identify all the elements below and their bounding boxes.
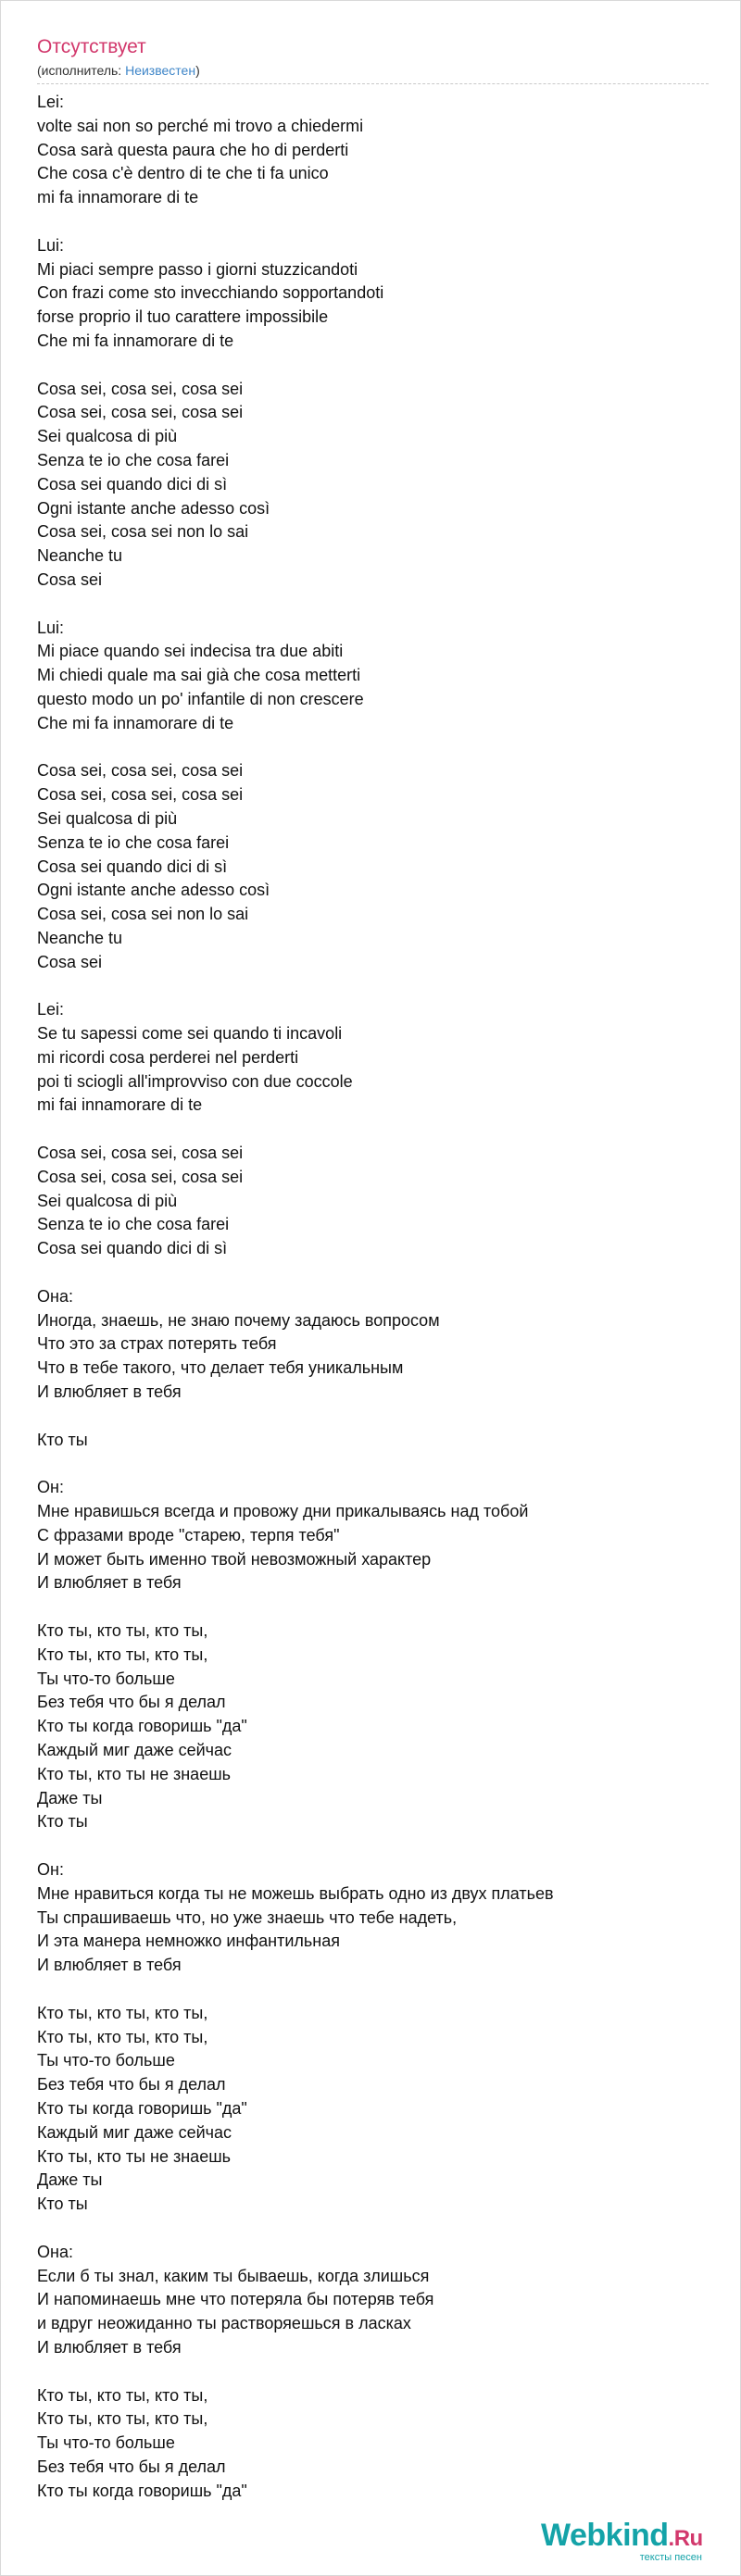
lyric-line: Она: (37, 2242, 73, 2261)
lyric-line: Что это за страх потерять тебя (37, 1334, 277, 1354)
lyric-line: Senza te io che cosa farei (37, 450, 230, 469)
lyric-line: Кто ты когда говоришь "да" (37, 2098, 247, 2118)
lyric-line: И влюбляет в тебя (37, 1573, 182, 1593)
lyric-line: Cosa sarà questa paura che ho di perderti (37, 140, 349, 159)
lyric-line: Мне нравишься всегда и провожу дни прикалываясь над тобой (37, 1502, 529, 1521)
lyric-line: Cosa sei, cosa sei non lo sai (37, 522, 249, 542)
lyric-line: Lui: (37, 235, 65, 255)
lyric-line: Lei: (37, 1000, 65, 1019)
lyric-line: И влюбляет в тебя (37, 1956, 182, 1975)
lyric-line: forse proprio il tuo carattere impossibile (37, 307, 329, 327)
lyric-line: Senza te io che cosa farei (37, 832, 230, 852)
lyrics-stanza (37, 2384, 704, 2504)
lyric-line: Mi piaci sempre passo i giorni stuzzicandoti (37, 259, 358, 279)
artist-suffix: ) (195, 63, 200, 78)
artist-line (37, 61, 709, 84)
lyric-line: Sei qualcosa di più (37, 427, 178, 446)
lyric-line: Ты что-то больше (37, 2051, 175, 2070)
lyric-line: Mi piace quando sei indecisa tra due abiti (37, 642, 344, 661)
lyric-line: volte sai non so perché mi trovo a chiedermi (37, 116, 364, 135)
lyric-line: poi ti sciogli all'improvviso con due coccole (37, 1071, 353, 1091)
lyric-line: Cosa sei, cosa sei, cosa sei (37, 761, 244, 781)
lyrics-stanza (37, 378, 704, 593)
lyric-line: И может быть именно твой невозможный характер (37, 1549, 432, 1569)
lyric-line: Ogni istante anche adesso così (37, 881, 270, 900)
lyrics-stanza (37, 1858, 704, 1978)
lyrics-stanza (37, 234, 704, 354)
lyric-line: Senza te io che cosa farei (37, 1215, 230, 1234)
lyric-line: Ты что-то больше (37, 1669, 175, 1688)
lyric-line: Se tu sapessi come sei quando ti incavoli (37, 1024, 343, 1044)
lyric-line: Кто ты, кто ты, кто ты, (37, 1621, 208, 1640)
lyric-line: Он: (37, 1859, 64, 1879)
artist-link[interactable]: Неизвестен (125, 63, 196, 78)
logo-name: Webkind (541, 2518, 669, 2553)
lyric-line: Cosa sei quando dici di sì (37, 857, 228, 876)
lyric-line: Cosa sei, cosa sei, cosa sei (37, 1167, 244, 1186)
lyric-line: Cosa sei, cosa sei non lo sai (37, 905, 249, 924)
lyric-line: mi fa innamorare di te (37, 188, 199, 207)
lyric-line: Cosa sei (37, 952, 103, 971)
lyric-line: Neanche tu (37, 546, 123, 566)
lyrics-stanza (37, 1142, 704, 1261)
lyrics-stanza (37, 2241, 704, 2360)
lyric-line: Mi chiedi quale ma sai già che cosa metterti (37, 666, 361, 685)
lyric-line: Кто ты (37, 2195, 88, 2214)
lyric-line: Кто ты (37, 1430, 88, 1449)
lyric-line: Кто ты, кто ты не знаешь (37, 2146, 232, 2166)
song-title: Отсутствует (37, 36, 146, 57)
lyric-line: Что в тебе такого, что делает тебя уникальным (37, 1358, 404, 1378)
lyric-line: Даже ты (37, 2170, 103, 2190)
lyric-line: Мне нравиться когда ты не можешь выбрать одно из двух платьев (37, 1883, 554, 1903)
lyric-line: Без тебя что бы я делал (37, 2457, 226, 2476)
lyric-line: Cosa sei, cosa sei, cosa sei (37, 1144, 244, 1163)
lyric-line: Кто ты, кто ты, кто ты, (37, 2385, 208, 2405)
lyric-line: Каждый миг даже сейчас (37, 1740, 232, 1759)
lyric-line: Кто ты когда говоришь "да" (37, 1717, 247, 1736)
lyric-line: Ты что-то больше (37, 2433, 175, 2453)
lyric-line: Lui: (37, 618, 65, 637)
lyric-line: Кто ты, кто ты, кто ты, (37, 1644, 208, 1664)
lyrics-stanza (37, 1429, 704, 1453)
lyric-line: Cosa sei, cosa sei, cosa sei (37, 785, 244, 805)
lyric-line: Кто ты, кто ты, кто ты, (37, 2409, 208, 2429)
artist-prefix: (исполнитель: (37, 63, 126, 78)
lyric-line: Neanche tu (37, 928, 123, 947)
lyric-line: Cosa sei (37, 569, 103, 589)
lyric-line: questo modo un po' infantile di non crescere (37, 689, 364, 708)
lyrics-stanza (37, 91, 704, 210)
lyric-line: И влюбляет в тебя (37, 2337, 182, 2357)
lyric-line: Кто ты (37, 1812, 88, 1832)
lyric-line: Без тебя что бы я делал (37, 1693, 226, 1712)
lyric-line: Кто ты когда говоришь "да" (37, 2481, 247, 2500)
lyrics-stanza (37, 2002, 704, 2217)
lyric-line: Sei qualcosa di più (37, 1191, 178, 1210)
lyrics-stanza (37, 1285, 704, 1405)
lyric-line: Cosa sei quando dici di sì (37, 1239, 228, 1258)
lyric-line: И напоминаешь мне что потеряла бы потеряв тебя (37, 2290, 434, 2309)
lyric-line: Che cosa c'è dentro di te che ti fa unico (37, 164, 329, 183)
lyric-line: Кто ты, кто ты, кто ты, (37, 2027, 208, 2046)
lyric-line: Без тебя что бы я делал (37, 2075, 226, 2095)
lyric-line: Она: (37, 1286, 73, 1306)
lyric-line: С фразами вроде "старею, терпя тебя" (37, 1525, 340, 1544)
lyric-line: и вдруг неожиданно ты растворяешься в ласках (37, 2314, 411, 2333)
lyric-line: Cosa sei, cosa sei, cosa sei (37, 379, 244, 398)
lyrics-body (37, 91, 704, 2527)
logo-tagline: тексты песен (639, 2552, 702, 2563)
site-logo[interactable] (541, 2517, 717, 2563)
lyric-line: Che mi fa innamorare di te (37, 331, 234, 350)
lyric-line: Даже ты (37, 1788, 103, 1807)
lyric-line: Ты спрашиваешь что, но уже знаешь что тебе надеть, (37, 1907, 458, 1927)
lyric-line: mi ricordi cosa perderei nel perderti (37, 1047, 299, 1067)
lyric-line: Кто ты, кто ты не знаешь (37, 1764, 232, 1783)
lyrics-stanza (37, 617, 704, 736)
lyric-line: Sei qualcosa di più (37, 808, 178, 828)
lyric-line: Cosa sei, cosa sei, cosa sei (37, 403, 244, 422)
lyric-line: Ogni istante anche adesso così (37, 498, 270, 518)
lyrics-stanza (37, 1619, 704, 1834)
lyrics-stanza (37, 998, 704, 1118)
lyric-line: Иногда, знаешь, не знаю почему задаюсь вопросом (37, 1310, 440, 1330)
lyric-line: Con frazi come sto invecchiando sopportandoti (37, 283, 384, 303)
lyric-line: Он: (37, 1478, 64, 1497)
lyric-line: Lei: (37, 93, 65, 111)
lyric-line: Кто ты, кто ты, кто ты, (37, 2003, 208, 2022)
logo-tld: .Ru (668, 2526, 703, 2551)
song-header (37, 33, 709, 84)
lyric-line: Каждый миг даже сейчас (37, 2122, 232, 2142)
lyrics-stanza (37, 759, 704, 974)
lyric-line: Che mi fa innamorare di te (37, 713, 234, 732)
lyric-line: Cosa sei quando dici di sì (37, 474, 228, 494)
lyrics-stanza (37, 1476, 704, 1595)
lyric-line: И влюбляет в тебя (37, 1382, 182, 1402)
lyric-line: И эта манера немножко инфантильная (37, 1932, 340, 1951)
lyric-line: Если б ты знал, каким ты бываешь, когда злишься (37, 2266, 430, 2285)
lyric-line: mi fai innamorare di te (37, 1095, 203, 1115)
